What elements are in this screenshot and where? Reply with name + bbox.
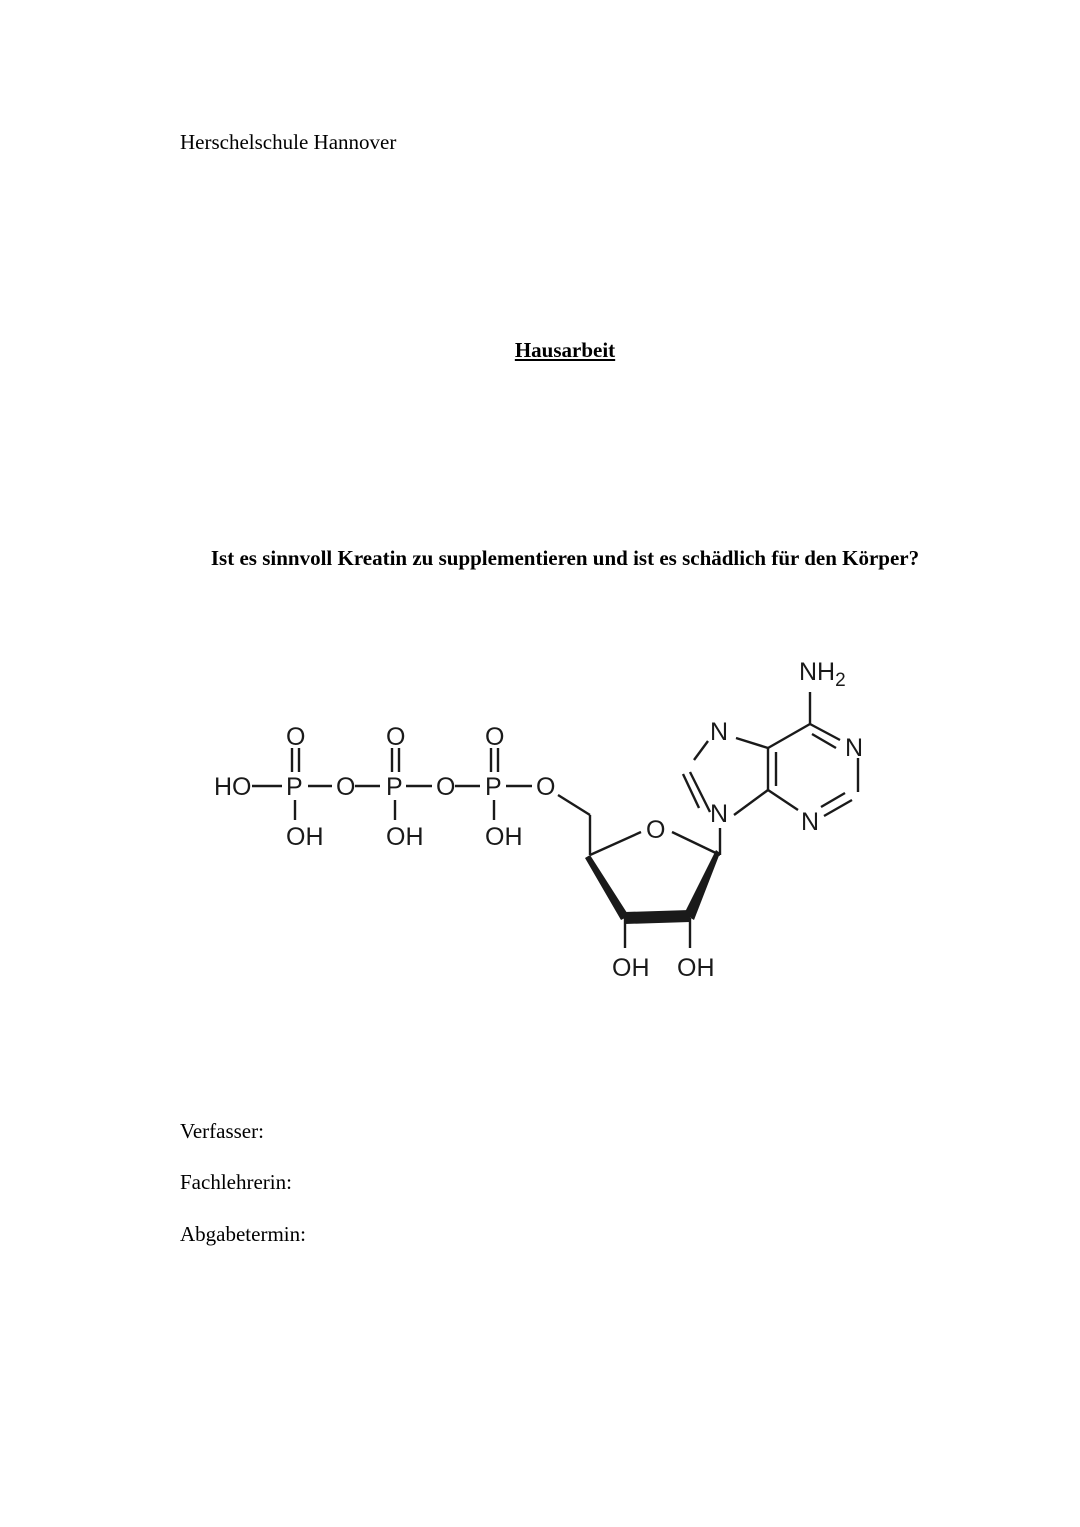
nitrogen-label: N bbox=[710, 718, 729, 746]
research-question: Ist es sinnvoll Kreatin zu supplementieren und ist es schädlich für den Körper? bbox=[210, 546, 920, 570]
amino-group-label bbox=[799, 658, 846, 691]
atp-structure-diagram bbox=[200, 640, 880, 1000]
hydroxyl-label: OH bbox=[677, 954, 715, 982]
nitrogen-label: N bbox=[845, 734, 864, 762]
nitrogen-label: N bbox=[710, 800, 729, 828]
hydroxyl-label: OH bbox=[286, 823, 324, 851]
amino-subscript-label: 2 bbox=[835, 670, 846, 691]
author-label: Verfasser: bbox=[180, 1119, 264, 1143]
oxygen-label: O bbox=[536, 773, 556, 801]
ribose-wedge-bonds bbox=[585, 850, 720, 924]
nitrogen-label: N bbox=[801, 808, 820, 836]
teacher-label: Fachlehrerin: bbox=[180, 1170, 292, 1194]
phosphorus-label: P bbox=[386, 773, 403, 801]
oxygen-label: O bbox=[336, 773, 356, 801]
school-name: Herschelschule Hannover bbox=[180, 130, 397, 154]
amino-nh-label: NH bbox=[799, 658, 836, 686]
ring-oxygen-label: O bbox=[646, 816, 666, 844]
deadline-label: Abgabetermin: bbox=[180, 1222, 306, 1246]
document-type-heading: Hausarbeit bbox=[514, 338, 616, 362]
oxygen-label: O bbox=[286, 723, 306, 751]
oxygen-label: O bbox=[386, 723, 406, 751]
oxygen-label: O bbox=[485, 723, 505, 751]
oxygen-label: O bbox=[436, 773, 456, 801]
hydroxyl-label: HO bbox=[214, 773, 252, 801]
hydroxyl-label: OH bbox=[485, 823, 523, 851]
atp-structure-figure bbox=[200, 640, 880, 1000]
phosphorus-label: P bbox=[485, 773, 502, 801]
hydroxyl-label: OH bbox=[612, 954, 650, 982]
phosphorus-label: P bbox=[286, 773, 303, 801]
hydroxyl-label: OH bbox=[386, 823, 424, 851]
